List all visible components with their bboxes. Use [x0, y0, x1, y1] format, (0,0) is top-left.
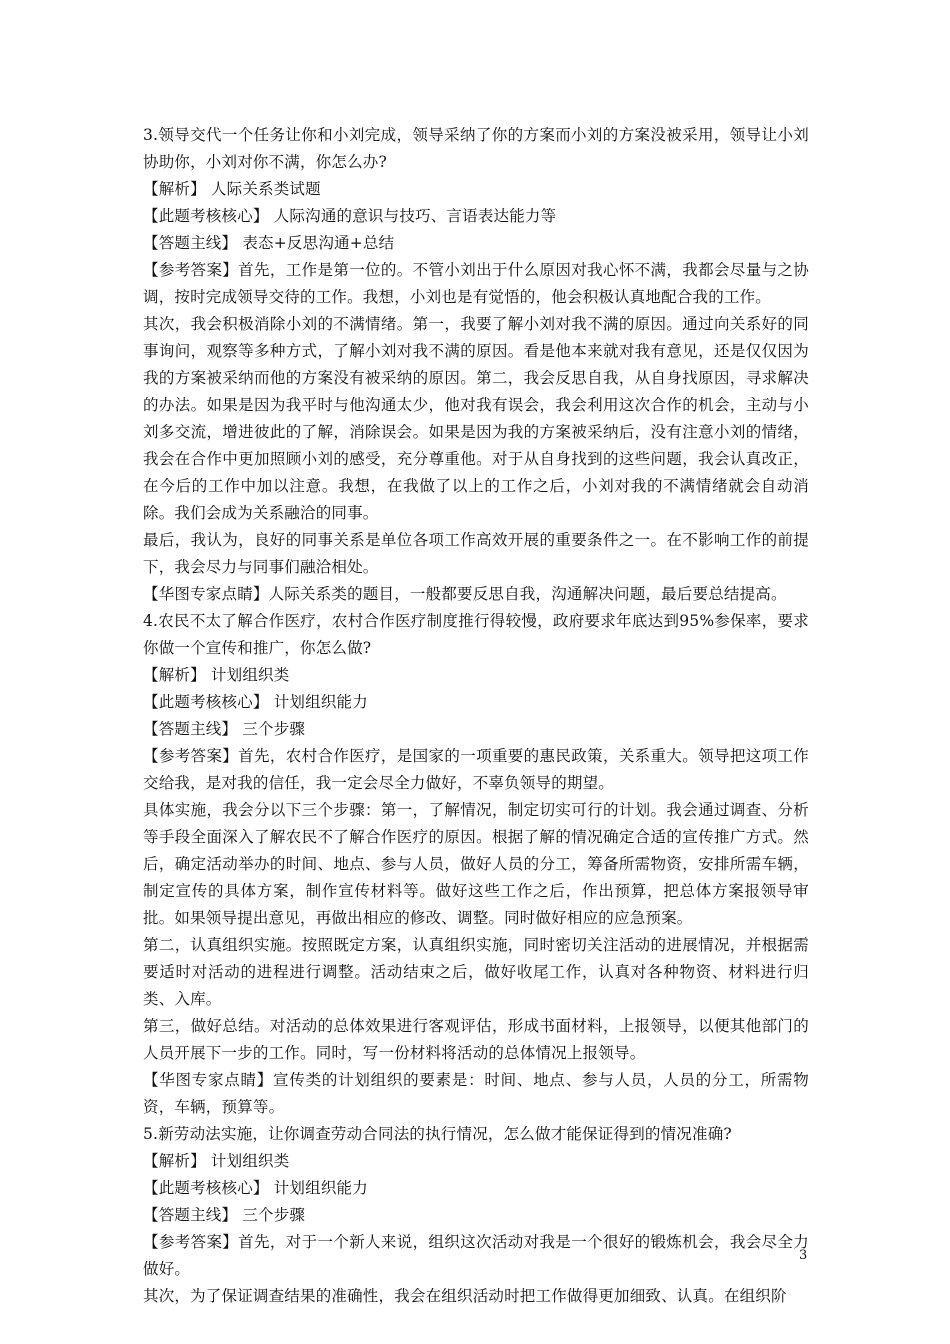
answer-paragraph: 具体实施，我会分以下三个步骤：第一，了解情况，制定切实可行的计划。我会通过调查、分析等手段全面深入了解农民不了解合作医疗的原因。根据了解的情况确定合适的宣传推广方式。然后，确定活动举办的时间、地点、参与人员，做好人员的分工，筹备所需物资，安排所需车辆，制定宣传的具体方案，制作宣传材料等。做好这些工作之后，作出预算，把总体方案报领导审批。如果领导提出意见，再做出相应的修改、调整。同时做好相应的应急预案。	[143, 801, 809, 927]
question-4-prompt: 4.农民不太了解合作医疗，农村合作医疗制度推行得较慢，政府要求年底达到95%参保率，要求你做一个宣传和推广，你怎么做?	[143, 612, 809, 657]
analysis-line: 【解析】 计划组织类	[143, 1152, 290, 1170]
answer-paragraph: 第二，认真组织实施。按照既定方案，认真组织实施，同时密切关注活动的进展情况，并根据需要适时对活动的进程进行调整。活动结束之后，做好收尾工作，认真对各种物资、材料进行归类、入库。	[143, 936, 809, 1008]
question-3-prompt: 3.领导交代一个任务让你和小刘完成，领导采纳了你的方案而小刘的方案没被采用，领导让小刘协助你，小刘对你不满，你怎么办?	[143, 126, 809, 171]
mainline-line: 【答题主线】 三个步骤	[143, 1206, 306, 1224]
analysis-line: 【解析】 人际关系类试题	[143, 180, 321, 198]
reference-answer: 【参考答案】首先，农村合作医疗，是国家的一项重要的惠民政策，关系重大。领导把这项工作交给我，是对我的信任，我一定会尽全力做好，不辜负领导的期望。	[143, 747, 809, 792]
analysis-line: 【解析】 计划组织类	[143, 666, 290, 684]
core-line: 【此题考核核心】 计划组织能力	[143, 1179, 368, 1197]
answer-paragraph: 最后，我认为，良好的同事关系是单位各项工作高效开展的重要条件之一。在不影响工作的前提下，我会尽力与同事们融洽相处。	[143, 531, 809, 576]
expert-comment: 【华图专家点睛】人际关系类的题目，一般都要反思自我，沟通解决问题，最后要总结提高。	[143, 585, 787, 603]
mainline-line: 【答题主线】 三个步骤	[143, 720, 306, 738]
reference-answer: 【参考答案】首先，对于一个新人来说，组织这次活动对我是一个很好的锻炼机会，我会尽全力做好。	[143, 1233, 809, 1278]
answer-paragraph: 第三，做好总结。对活动的总体效果进行客观评估，形成书面材料，上报领导，以便其他部门的人员开展下一步的工作。同时，写一份材料将活动的总体情况上报领导。	[143, 1017, 809, 1062]
mainline-line: 【答题主线】 表态+反思沟通+总结	[143, 234, 395, 252]
page-number: 3	[799, 1248, 808, 1263]
answer-paragraph: 其次，为了保证调查结果的准确性，我会在组织活动时把工作做得更加细致、认真。在组织阶	[143, 1287, 787, 1305]
question-5-prompt: 5.新劳动法实施，让你调查劳动合同法的执行情况，怎么做才能保证得到的情况准确?	[143, 1125, 732, 1143]
core-line: 【此题考核核心】 人际沟通的意识与技巧、言语表达能力等	[143, 207, 557, 225]
page-body	[143, 122, 809, 1310]
core-line: 【此题考核核心】 计划组织能力	[143, 693, 368, 711]
reference-answer: 【参考答案】首先，工作是第一位的。不管小刘出于什么原因对我心怀不满，我都会尽量与之协调，按时完成领导交待的工作。我想，小刘也是有觉悟的，他会积极认真地配合我的工作。	[143, 261, 809, 306]
answer-paragraph: 其次，我会积极消除小刘的不满情绪。第一，我要了解小刘对我不满的原因。通过向关系好的同事询问，观察等多种方式，了解小刘对我不满的原因。看是他本来就对我有意见，还是仅仅因为我的方案被采纳而他的方案没有被采纳的原因。第二，我会反思自我，从自身找原因，寻求解决的办法。如果是因为我平时与他沟通太少，他对我有误会，我会利用这次合作的机会，主动与小刘多交流，增进彼此的了解，消除误会。如果是因为我的方案被采纳后，没有注意小刘的情绪，我会在合作中更加照顾小刘的感受，充分尊重他。对于从自身找到的这些问题，我会认真改正，在今后的工作中加以注意。我想，在我做了以上的工作之后，小刘对我的不满情绪就会自动消除。我们会成为关系融洽的同事。	[143, 315, 809, 522]
expert-comment: 【华图专家点睛】宣传类的计划组织的要素是：时间、地点、参与人员，人员的分工，所需物资，车辆，预算等。	[143, 1071, 809, 1116]
